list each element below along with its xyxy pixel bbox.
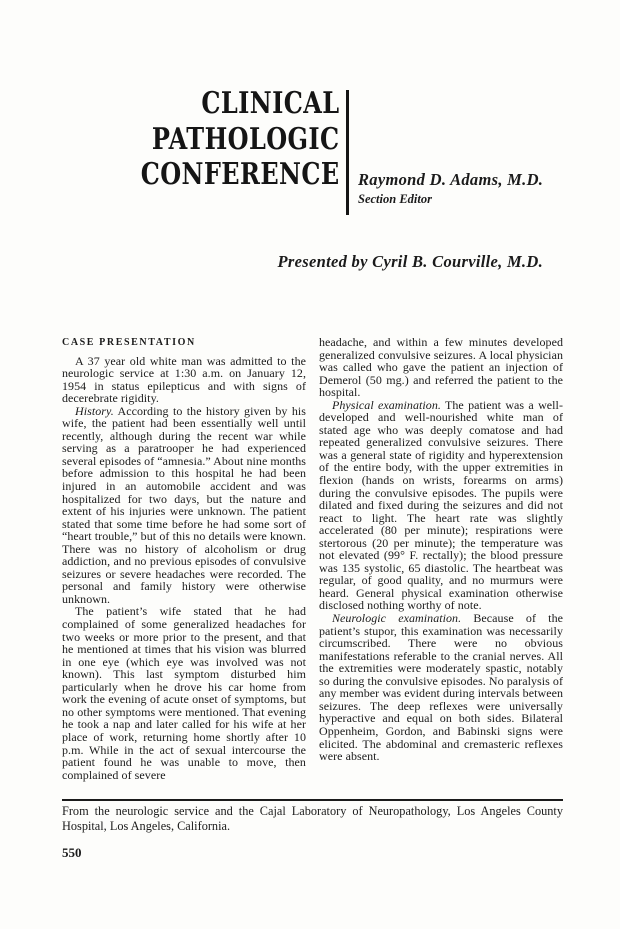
presenter-byline: Presented by Cyril B. Courville, M.D.	[277, 252, 543, 271]
paragraph-continuation	[319, 336, 563, 399]
left-column	[62, 336, 306, 781]
page-number: 550	[62, 845, 82, 860]
paragraph-text: The patient was a well-developed and well-nourished white man of stated age who was deeply comatose and had repeated generalized convulsive seizures. There was a general state of rigidity and hyperextension of the entire body, with the upper extremities in flexion (hands on wrists, forearms on arms) during the convulsive episodes. The pupils were dilated and fixed during the seizures and did not react to light. The heart rate was slightly accelerated (80 per minute); respirations were stertorous (20 per minute); the temperature was not elevated (99° F. rectally); the blood pressure was 135 systolic, 65 diastolic. The heartbeat was regular, of good quality, and no murmurs were heard. General physical examination otherwise disclosed nothing worthy of note.	[319, 397, 563, 613]
title-line-2: PATHOLOGIC	[152, 121, 340, 157]
paragraph-neurologic-examination	[319, 612, 563, 763]
paragraph-text: A 37 year old white man was admitted to the neurologic service at 1:30 a.m. on January 12, 1954 in status epilepticus and with signs of decerebrate rigidity.	[62, 353, 306, 406]
paragraph-lead: Neurologic examination.	[332, 611, 462, 626]
title-line-1: CLINICAL	[201, 86, 340, 121]
article-body	[62, 336, 563, 781]
section-editor-block	[358, 170, 543, 207]
paragraph-text: The patient’s wife stated that he had complained of some generalized headaches for two weeks or more prior to the present, and that he mentioned at times that his vision was blurred in one eye (which eye was involved was not known). This last symptom disturbed him particularly when he drove his car home from work the evening of acute onset of symptoms, but no other symptoms were mentioned. That evening he took a nap and later called for his wife at her place of work, returning home shortly after 10 p.m. While in the act of sexual intercourse the patient found he was unable to move, then complained of severe	[62, 604, 306, 782]
paragraph-lead: Physical examination.	[332, 397, 441, 412]
footnote-text: From the neurologic service and the Cajal Laboratory of Neuropathology, Los Angeles County Hospital, Los Angeles, California.	[62, 804, 563, 834]
paragraph-text: According to the history given by his wife, the patient had been essentially well until recently, although during the recent war while serving as a paratrooper he had experienced several episodes of “amnesia.” About nine months before admission to this hospital he had been injured in an automobile accident and was hospitalized for two days, but the nature and extent of his injuries were unknown. The patient stated that some time before he had some sort of “heart trouble,” but of this no details were known. There was no history of alcoholism or drug addiction, and no previous episodes of convulsive seizures or severe headaches were recorded. The personal and family history were otherwise unknown.	[62, 403, 307, 606]
editor-role: Section Editor	[358, 192, 432, 206]
title-line-3: CONFERENCE	[141, 157, 340, 192]
paragraph-history	[62, 405, 306, 606]
paragraph-physical-examination	[319, 399, 563, 612]
editor-name: Raymond D. Adams, M.D.	[358, 170, 544, 189]
paragraph-wife-account	[62, 605, 306, 781]
paragraph-text: headache, and within a few minutes developed generalized convulsive seizures. A local physician was called who gave the patient an injection of Demerol (50 mg.) and referred the patient to the hospital.	[319, 335, 563, 400]
paragraph-admission	[62, 355, 306, 405]
right-column	[319, 336, 563, 781]
article-title	[141, 86, 340, 193]
vertical-divider	[346, 90, 349, 215]
section-heading: CASE PRESENTATION	[62, 337, 196, 348]
paragraph-lead: History.	[75, 403, 114, 418]
footnote-rule	[62, 799, 563, 801]
paragraph-text: Because of the patient’s stupor, this examination was necessarily circumscribed. There were no obvious manifestations referable to the cranial nerves. All the extremities were moderately spastic, notably so during the convulsive episodes. No paralysis of any member was evident during intervals between seizures. The deep reflexes were universally hyperactive and equal on both sides. Bilateral Oppenheim, Gordon, and Babinski signs were elicited. The abdominal and cremasteric reflexes were absent.	[319, 611, 563, 764]
